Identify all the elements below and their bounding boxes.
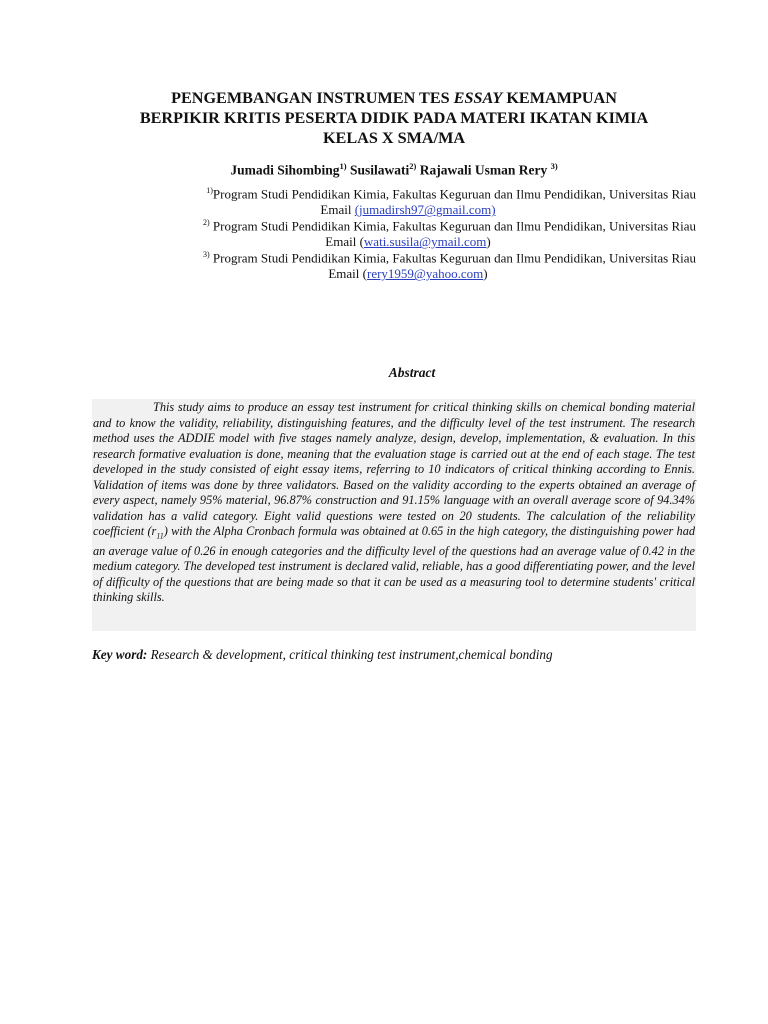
author-name: Jumadi Sihombing xyxy=(230,162,340,178)
affiliation-text: Program Studi Pendidikan Kimia, Fakultas Keguruan dan Ilmu Pendidikan, Universitas Riau xyxy=(209,218,696,234)
email-link[interactable]: wati.susila@ymail.com xyxy=(363,234,487,250)
affiliation-1 xyxy=(120,183,696,218)
abstract-heading: Abstract xyxy=(388,365,436,380)
author-mark: 2) xyxy=(409,161,417,171)
title-line-1-start: PENGEMBANGAN INSTRUMEN TES xyxy=(171,89,454,107)
affiliation-line xyxy=(120,247,696,266)
affiliation-mark: 3) xyxy=(202,250,210,259)
affiliation-email-line xyxy=(120,266,696,282)
keywords-text: Research & development, critical thinking test instrument,chemical bonding xyxy=(147,647,553,662)
email-suffix: ) xyxy=(483,266,488,282)
affiliation-line xyxy=(120,215,696,234)
keywords-line xyxy=(92,646,696,663)
abstract-text-part-2: ) with the Alpha Cronbach formula was obtained at 0.65 in the high category, the distinguishing power had an average value of 0.26 in enough categories and the difficulty level of the questions had an average value of 0.42 in the medium category. The developed test instrument is declared valid, reliable, has a good differentiating power, and the level of difficulty of the questions that are being made so that it can be used as a measuring tool to determine students' critical thinking skills. xyxy=(93,524,695,605)
title-line-2: BERPIKIR KRITIS PESERTA DIDIK PADA MATERI IKATAN KIMIA xyxy=(139,109,649,127)
author-name: Susilawati xyxy=(349,162,410,178)
paper-title xyxy=(92,88,696,148)
author-mark: 3) xyxy=(550,161,558,171)
author-list xyxy=(92,158,696,179)
abstract-subscript: 11 xyxy=(156,531,164,541)
affiliation-mark: 2) xyxy=(202,218,210,227)
email-link[interactable]: rery1959@yahoo.com xyxy=(366,266,484,282)
keywords-label: Key word: xyxy=(92,647,148,662)
email-link[interactable]: (jumadirsh97@gmail.com) xyxy=(354,202,496,218)
abstract-text-part-1: This study aims to produce an essay test instrument for critical thinking skills on chemical bonding material and to know the validity, reliability, distinguishing features, and the difficulty level of the test instrument. The research method uses the ADDIE model with five stages namely analyze, design, develop, implementation, & evaluation. In this research formative evaluation is done, meaning that the evaluation stage is carried out at the end of each stage. The test developed in the study consisted of eight essay items, referring to 10 indicators of critical thinking according to Ennis. Validation of items was done by three validators. Based on the validity according to the experts obtained an average of every aspect, namely 95% material, 96.87% construction and 91.15% language with an overall average score of 94.34% validation has a valid category. Eight valid questions were tested on 20 students. The calculation of the reliability coefficient (r xyxy=(93,400,695,538)
affiliation-3 xyxy=(120,247,696,282)
title-line-3: KELAS X SMA/MA xyxy=(322,129,466,147)
affiliation-text: Program Studi Pendidikan Kimia, Fakultas Keguruan dan Ilmu Pendidikan, Universitas Riau xyxy=(209,250,696,266)
title-line-1 xyxy=(92,88,696,108)
email-suffix: ) xyxy=(486,234,491,250)
author-mark: 1) xyxy=(339,161,347,171)
author-name: Rajawali Usman Rery xyxy=(419,162,551,178)
affiliation-2 xyxy=(120,215,696,250)
affiliation-text: Program Studi Pendidikan Kimia, Fakultas Keguruan dan Ilmu Pendidikan, Universitas Riau xyxy=(212,186,696,202)
abstract-body xyxy=(93,400,695,606)
email-prefix: Email ( xyxy=(328,266,367,282)
email-prefix: Email ( xyxy=(325,234,364,250)
title-line-1-end: KEMAMPUAN xyxy=(502,89,617,107)
affiliation-mark: 1) xyxy=(206,186,213,195)
title-italic-word: ESSAY xyxy=(453,89,503,107)
affiliation-line xyxy=(120,183,696,202)
email-prefix: Email xyxy=(320,202,355,218)
